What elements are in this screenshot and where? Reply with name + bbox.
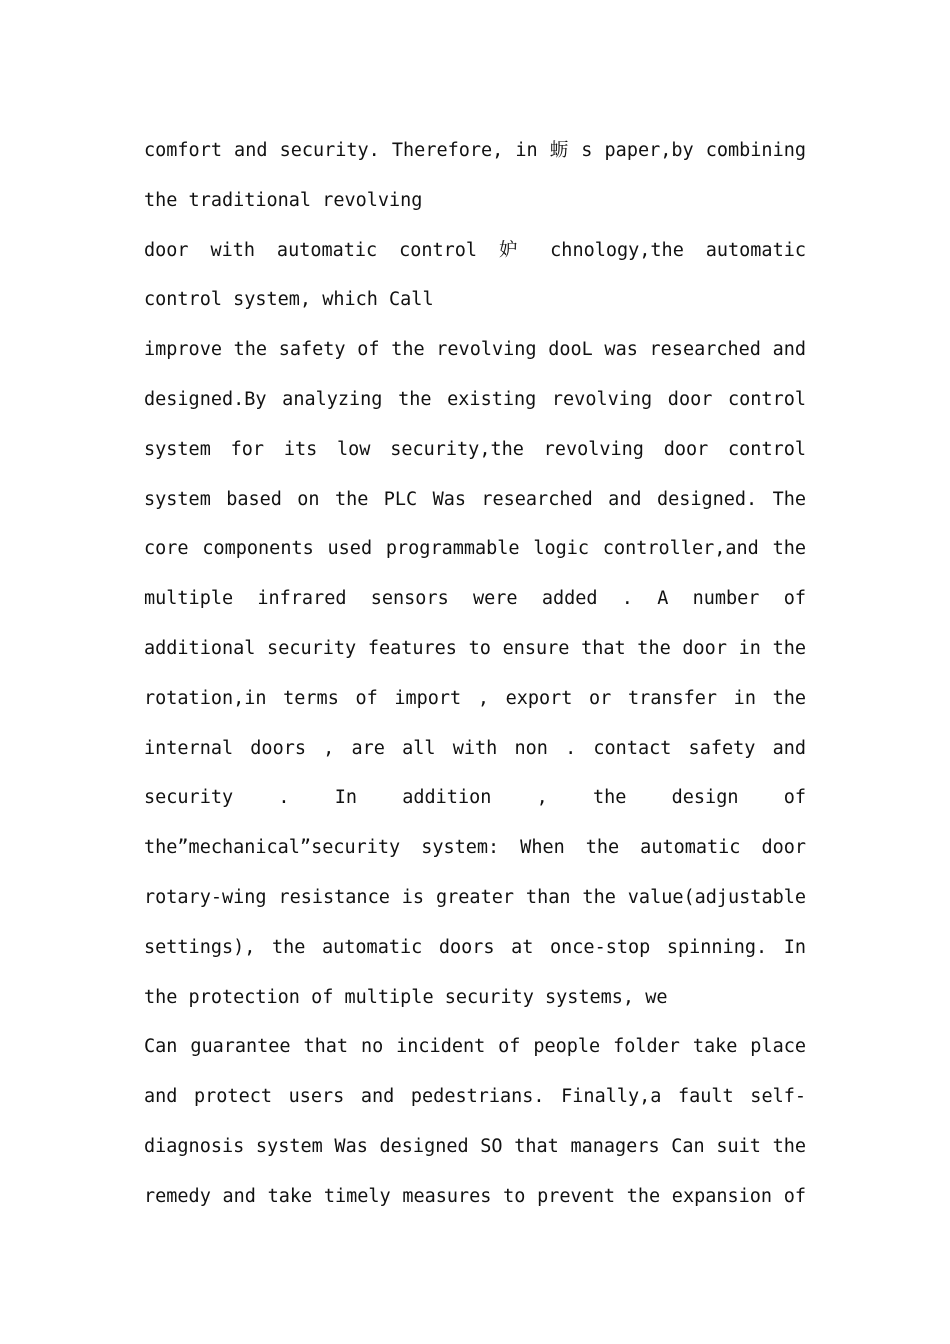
text-line: and protect users and pedestrians. Finally,a fault self-: [144, 1086, 806, 1108]
abstract-body: [144, 126, 806, 1222]
text-line: door with automatic control 妒 chnology,the automatic: [144, 239, 806, 261]
text-line: settings), the automatic doors at once-stop spinning. In: [144, 936, 806, 958]
text-line: internal doors , are all with non . contact safety and: [144, 737, 806, 759]
text-line: comfort and security. Therefore, in 蛎 s paper,by combining: [144, 140, 806, 161]
text-line: diagnosis system Was designed SO that managers Can suit the: [144, 1135, 806, 1157]
text-line: the protection of multiple security systems, we: [144, 986, 668, 1008]
text-line: additional security features to ensure that the door in the: [144, 637, 806, 659]
text-line: the traditional revolving: [144, 189, 423, 211]
text-line: improve the safety of the revolving dooL was researched and: [144, 339, 806, 361]
text-line: Can guarantee that no incident of people folder take place: [144, 1036, 806, 1058]
text-line: control system, which Call: [144, 289, 434, 311]
text-line: rotary-wing resistance is greater than the value(adjustable: [144, 886, 806, 908]
text-line: security . In addition , the design of: [144, 787, 806, 809]
text-line: system for its low security,the revolving door control: [144, 438, 806, 460]
text-line: system based on the PLC Was researched and designed. The: [144, 488, 806, 510]
text-line: the”mechanical”security system: When the automatic door: [144, 837, 806, 859]
text-line: rotation,in terms of import , export or transfer in the: [144, 687, 806, 709]
text-line: designed.By analyzing the existing revolving door control: [144, 388, 806, 410]
text-line: core components used programmable logic controller,and the: [144, 538, 806, 560]
text-line: multiple infrared sensors were added . A number of: [144, 588, 806, 610]
text-line: remedy and take timely measures to prevent the expansion of: [144, 1185, 806, 1207]
